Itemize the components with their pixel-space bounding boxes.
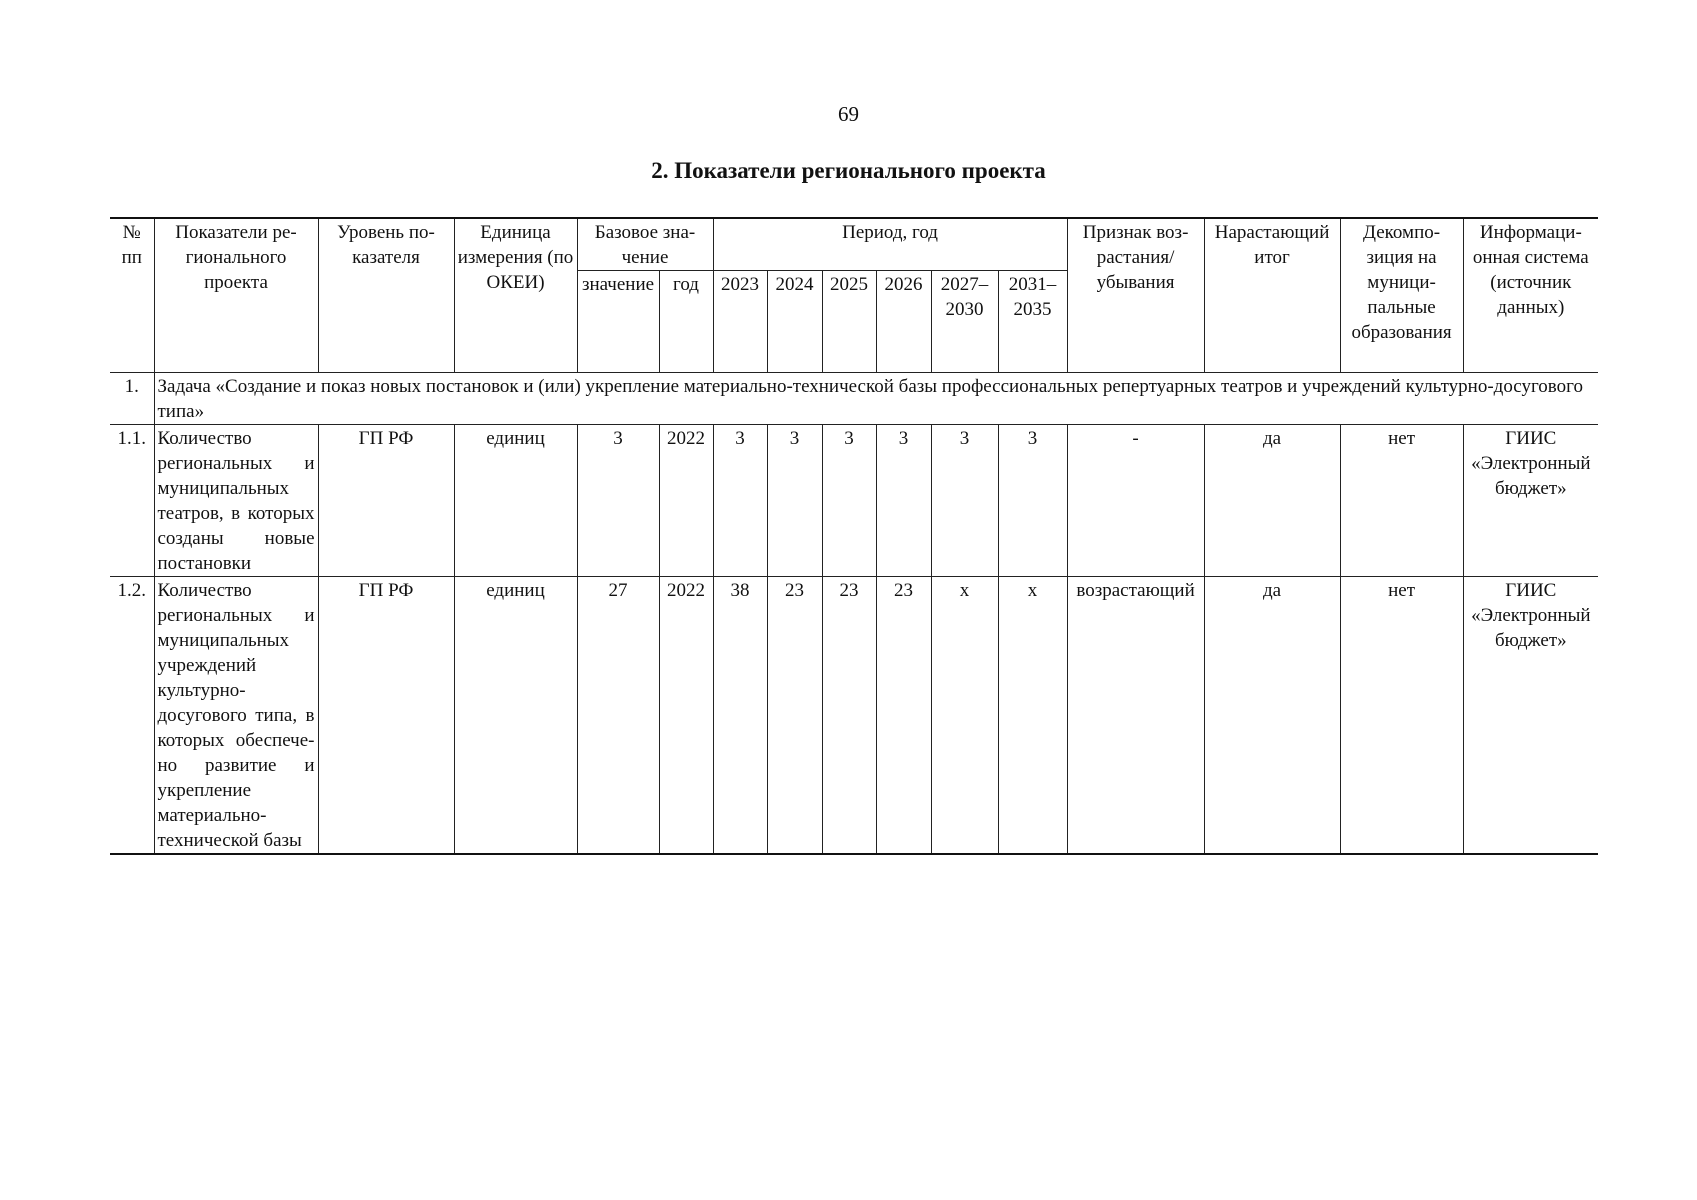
row-unit: единиц bbox=[454, 577, 577, 855]
header-year-2025: 2025 bbox=[822, 271, 876, 373]
row-2026: 23 bbox=[876, 577, 931, 855]
row-unit: единиц bbox=[454, 425, 577, 577]
header-base-year: год bbox=[659, 271, 713, 373]
table-row bbox=[110, 425, 1598, 577]
row-indicator: Количество региональных и муниципальных театров, в которых созданы новые постановки bbox=[154, 425, 318, 577]
row-2023: 38 bbox=[713, 577, 767, 855]
row-2023: 3 bbox=[713, 425, 767, 577]
header-trend: Признак возрастания/ убывания bbox=[1067, 218, 1204, 373]
row-trend: возрастающий bbox=[1067, 577, 1204, 855]
row-2031-2035: 3 bbox=[998, 425, 1067, 577]
task-row bbox=[110, 373, 1598, 425]
row-cumulative: да bbox=[1204, 425, 1340, 577]
row-base-year: 2022 bbox=[659, 425, 713, 577]
row-trend: - bbox=[1067, 425, 1204, 577]
row-indicator: Количество региональных и муниципальных учреждений культурно-досугового типа, в которых обеспечено развитие и укрепление материально-технической базы bbox=[154, 577, 318, 855]
header-year-2023: 2023 bbox=[713, 271, 767, 373]
row-2027-2030: 3 bbox=[931, 425, 998, 577]
info-system-detail: «Электронный бюджет» bbox=[1471, 453, 1591, 499]
header-year-2024: 2024 bbox=[767, 271, 822, 373]
row-2024: 3 bbox=[767, 425, 822, 577]
header-row-1 bbox=[110, 218, 1598, 271]
header-num: № пп bbox=[110, 218, 154, 373]
row-cumulative: да bbox=[1204, 577, 1340, 855]
row-base-year: 2022 bbox=[659, 577, 713, 855]
header-year-2026: 2026 bbox=[876, 271, 931, 373]
row-2024: 23 bbox=[767, 577, 822, 855]
row-level: ГП РФ bbox=[318, 577, 454, 855]
header-decomposition: Декомпозиция на муниципальные образования bbox=[1340, 218, 1463, 373]
row-2025: 23 bbox=[822, 577, 876, 855]
row-num: 1.2. bbox=[110, 577, 154, 855]
header-cumulative: Нарастающий итог bbox=[1204, 218, 1340, 373]
page-number: 69 bbox=[838, 102, 859, 126]
row-decomposition: нет bbox=[1340, 425, 1463, 577]
row-decomposition: нет bbox=[1340, 577, 1463, 855]
row-info-system bbox=[1463, 577, 1598, 855]
task-text: Задача «Создание и показ новых постановок и (или) укрепление материально-технической базы профессиональных репертуарных театров и учреждений культурно-досугового типа» bbox=[154, 373, 1598, 425]
row-info-system bbox=[1463, 425, 1598, 577]
row-2031-2035: x bbox=[998, 577, 1067, 855]
header-info-system: Информационная система (источник данных) bbox=[1463, 218, 1598, 373]
header-base: Базовое значение bbox=[577, 218, 713, 271]
task-num: 1. bbox=[110, 373, 154, 425]
row-2025: 3 bbox=[822, 425, 876, 577]
info-system-name: ГИИС bbox=[1505, 580, 1557, 601]
header-period: Период, год bbox=[713, 218, 1067, 271]
header-indicator: Показатели регионального проекта bbox=[154, 218, 318, 373]
row-2026: 3 bbox=[876, 425, 931, 577]
header-year-2031-2035: 2031–2035 bbox=[998, 271, 1067, 373]
row-2027-2030: x bbox=[931, 577, 998, 855]
row-level: ГП РФ bbox=[318, 425, 454, 577]
section-title: 2. Показатели регионального проекта bbox=[651, 158, 1046, 183]
header-unit: Единица измерения (по ОКЕИ) bbox=[454, 218, 577, 373]
table-row bbox=[110, 577, 1598, 855]
header-base-value: значение bbox=[577, 271, 659, 373]
header-level: Уровень показателя bbox=[318, 218, 454, 373]
header-year-2027-2030: 2027–2030 bbox=[931, 271, 998, 373]
row-num: 1.1. bbox=[110, 425, 154, 577]
indicators-table bbox=[110, 217, 1598, 855]
info-system-detail: «Электронный бюджет» bbox=[1471, 605, 1591, 651]
info-system-name: ГИИС bbox=[1505, 428, 1557, 449]
row-base-value: 3 bbox=[577, 425, 659, 577]
row-base-value: 27 bbox=[577, 577, 659, 855]
